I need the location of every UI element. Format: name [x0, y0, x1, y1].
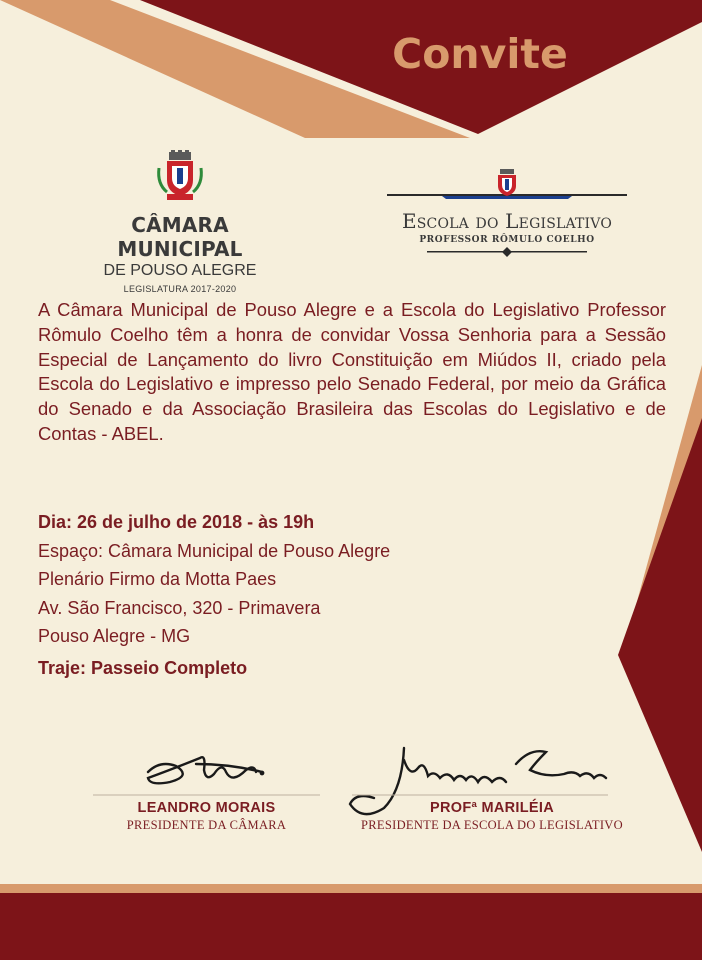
signatory-name: PROFª MARILÉIA — [430, 800, 554, 816]
signatory-role: PRESIDENTE DA CÂMARA — [126, 818, 287, 832]
event-room: Plenário Firmo da Motta Paes — [38, 569, 277, 589]
signature-block-right — [352, 800, 632, 833]
event-city: Pouso Alegre - MG — [38, 626, 191, 646]
camara-city: DE POUSO ALEGRE — [103, 262, 257, 279]
invitation-text: A Câmara Municipal de Pouso Alegre e a Escola do Legislativo Professor Rômulo Coelho têm a honra de convidar Vossa Senhoria para a Sessão Especial de Lançamento do livro Constituição em Miúdos II, criado pela Escola do Legislativo e impresso pelo Senado Federal, por meio da Gráfica do Senado e da Associação Brasileira das Escolas do Legislativo e de Contas - ABEL. — [38, 299, 666, 444]
event-dress-code: Traje: Passeio Completo — [38, 657, 248, 678]
event-date: Dia: 26 de julho de 2018 - às 19h — [38, 512, 315, 532]
event-venue: Espaço: Câmara Municipal de Pouso Alegre — [38, 540, 391, 561]
event-address: Av. São Francisco, 320 - Primavera — [38, 597, 321, 618]
escola-subtitle: PROFESSOR RÔMULO COELHO — [419, 235, 595, 245]
signatory-name: LEANDRO MORAIS — [137, 800, 276, 816]
camara-name: CÂMARA MUNICIPAL — [117, 213, 243, 261]
escola-name: Escola do Legislativo — [401, 209, 613, 233]
camara-legislature: LEGISLATURA 2017-2020 — [123, 284, 237, 294]
signature-leandro — [148, 757, 263, 783]
signatory-role: PRESIDENTE DA ESCOLA DO LEGISLATIVO — [361, 818, 623, 832]
invitation-title: Convite — [392, 30, 568, 78]
signature-block-left — [93, 800, 320, 833]
